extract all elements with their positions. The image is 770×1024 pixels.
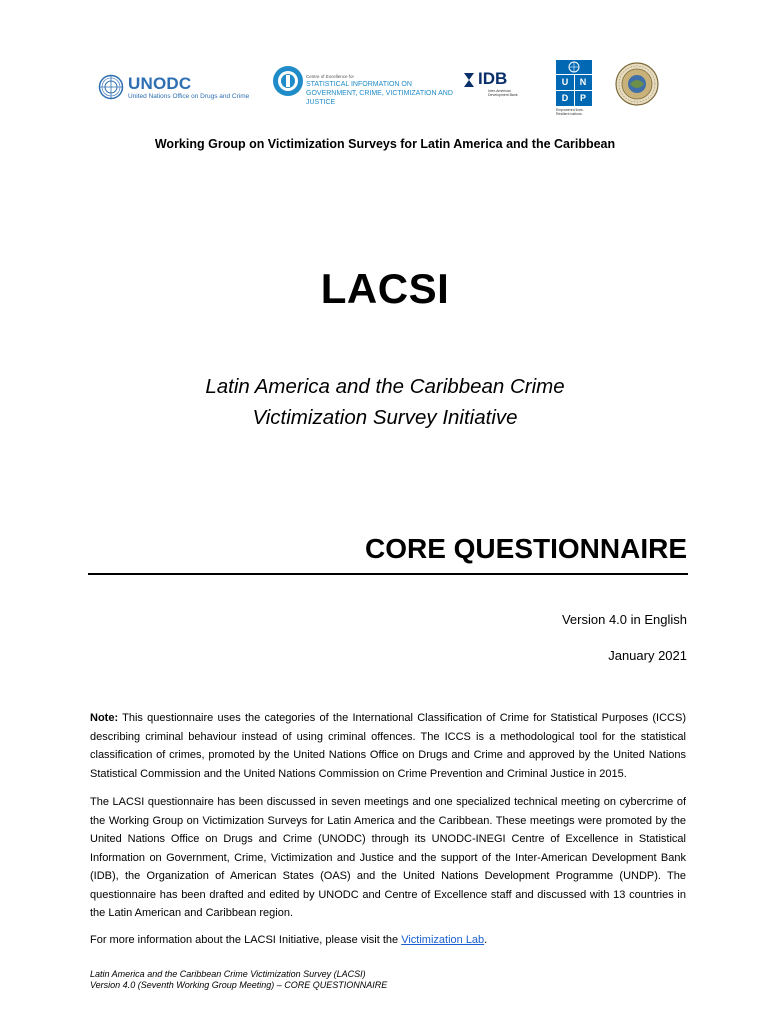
unodc-wordmark: UNODC	[128, 74, 192, 93]
footer-line: Latin America and the Caribbean Crime Victimization Survey (LACSI)	[90, 969, 366, 979]
oas-seal-icon	[615, 62, 659, 106]
undp-letter: P	[579, 93, 586, 103]
idb-subtitle: Inter-American Development Bank	[488, 89, 518, 97]
subtitle-line: Latin America and the Caribbean Crime	[205, 375, 565, 398]
version-label: Version 4.0 in English	[561, 612, 687, 627]
heading-underline	[88, 573, 688, 575]
victimization-lab-link[interactable]: Victimization Lab	[401, 934, 485, 946]
idb-wordmark: IDB	[478, 69, 508, 88]
page-title: LACSI	[320, 265, 450, 312]
undp-letter: N	[579, 77, 587, 87]
undp-letter: U	[561, 77, 569, 87]
un-emblem-icon	[98, 74, 124, 100]
more-info-text: For more information about the LACSI Initiative, please visit the	[90, 934, 402, 946]
section-heading: CORE QUESTIONNAIRE	[364, 533, 687, 564]
more-info-paragraph	[90, 931, 686, 950]
coe-title: STATISTICAL INFORMATION ON GOVERNMENT, CRIME, VICTIMIZATION AND JUSTICE	[306, 81, 453, 106]
subtitle-line: Victimization Survey Initiative	[252, 406, 518, 429]
coe-emblem-icon	[272, 65, 304, 97]
note-label: Note:	[90, 712, 119, 724]
partner-logos	[0, 60, 770, 122]
date-label: January 2021	[608, 648, 687, 663]
idb-logo	[462, 69, 526, 105]
unodc-subtitle: United Nations Office on Drugs and Crime	[128, 93, 250, 100]
centre-of-excellence-logo	[272, 65, 452, 105]
undp-letter: D	[561, 93, 569, 103]
page-footer	[90, 969, 387, 991]
footer-line: Version 4.0 (Seventh Working Group Meeting) – CORE QUESTIONNAIRE	[90, 980, 388, 990]
undp-divider	[556, 90, 592, 91]
more-info-suffix: .	[484, 934, 488, 946]
undp-tagline: Empowered lives. Resilient nations.	[556, 108, 584, 116]
note-paragraph	[90, 709, 686, 783]
description-paragraph: The LACSI questionnaire has been discussed in seven meetings and one specialized technical meeting on cybercrime of the Working Group on Victimization Surveys for Latin America and the Caribbean. These meetings were promoted by the United Nations Office on Drugs and Crime (UNODC) through its UNODC-INEGI Centre of Excellence in Statistical Information on Government, Crime, Victimization and Justice and the support of the Inter-American Development Bank (IDB), the Organization of American States (OAS) and the United Nations Development Programme (UNDP). The questionnaire has been drafted and edited by UNODC and Centre of Excellence staff and discussed with 13 countries in the Latin American and Caribbean region.	[90, 796, 686, 919]
coe-pretitle: Centre of Excellence for	[306, 74, 355, 79]
undp-logo	[556, 60, 592, 120]
unodc-logo	[98, 74, 250, 102]
note-text: This questionnaire uses the categories of the International Classification of Crime for Statistical Purposes (ICCS) describing criminal behaviour instead of using criminal offences. The ICCS is a methodological tool for the statistical classification of crimes, promoted by the United Nations Office on Drugs and Crime and approved by the United Nations Statistical Commission and the United Nations Commission on Crime Prevention and Criminal Justice in 2015.	[90, 712, 686, 780]
undp-box	[556, 60, 592, 106]
idb-mark-icon	[462, 71, 476, 89]
un-emblem-icon	[556, 60, 592, 74]
oas-logo	[615, 62, 659, 106]
page-subtitle	[0, 371, 770, 433]
working-group-heading: Working Group on Victimization Surveys for Latin America and the Caribbean	[154, 137, 616, 151]
